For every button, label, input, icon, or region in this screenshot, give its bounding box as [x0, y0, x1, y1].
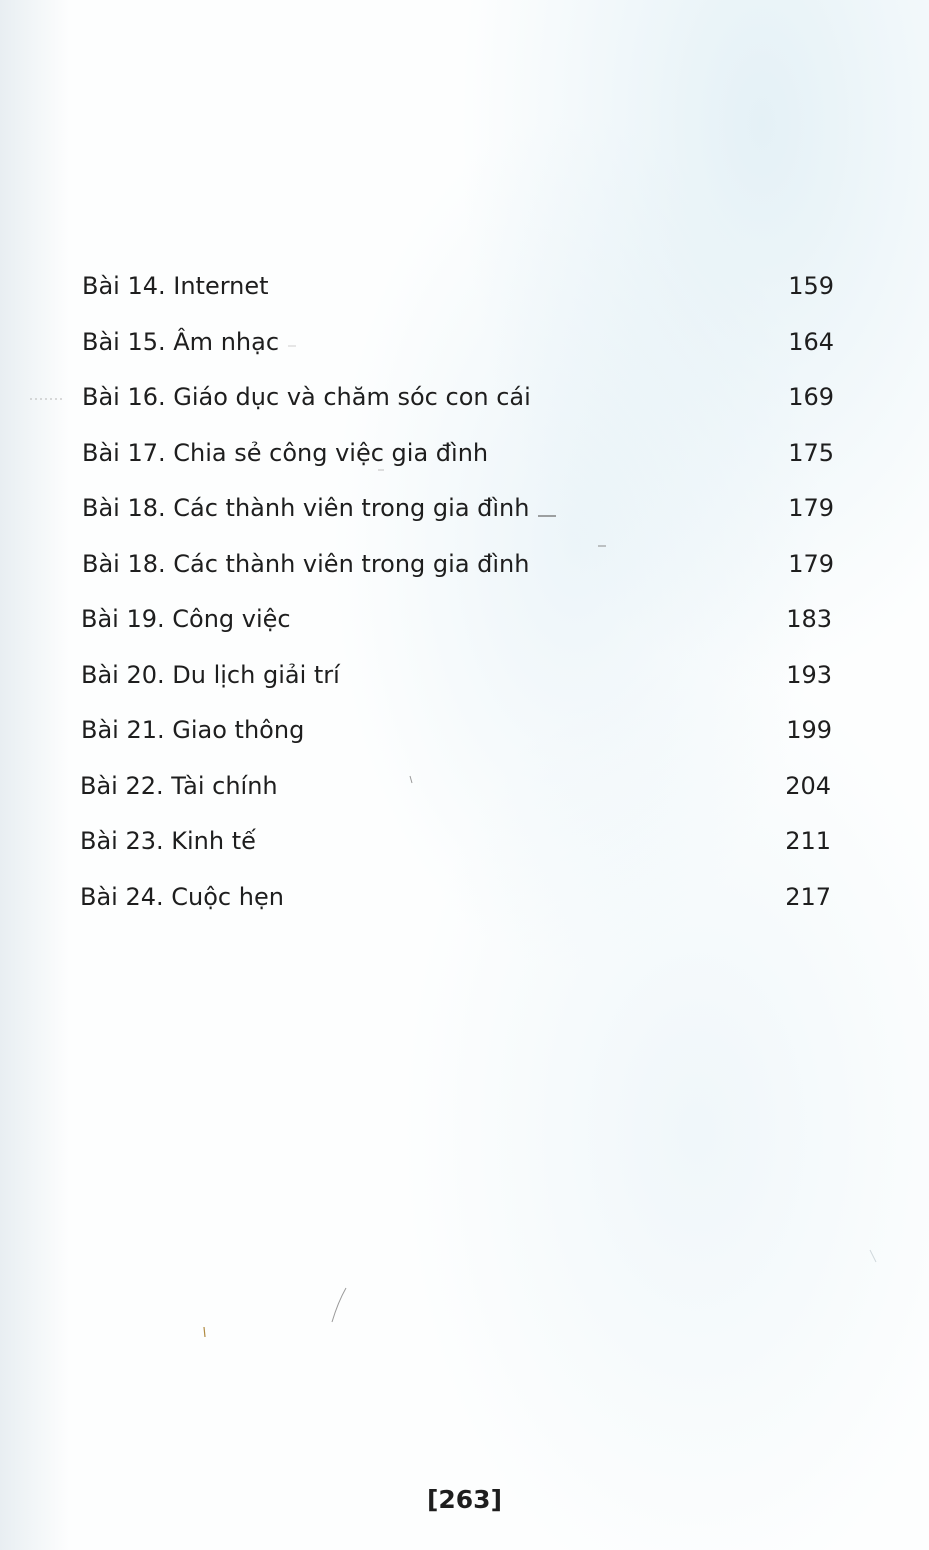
toc-entry-page: 179	[788, 550, 834, 578]
toc-entry-title: Bài 21. Giao thông	[81, 716, 305, 744]
toc-entry	[80, 824, 832, 858]
toc-entry	[80, 880, 832, 914]
toc-entry	[80, 769, 832, 803]
toc-entry-title: Bài 18. Các thành viên trong gia đình	[82, 550, 530, 578]
toc-entry-title: Bài 16. Giáo dục và chăm sóc con cái	[82, 383, 531, 411]
toc-entry	[81, 713, 833, 747]
toc-entry	[82, 547, 834, 581]
toc-entry-title: Bài 23. Kinh tế	[80, 827, 256, 855]
toc-entry	[81, 658, 833, 692]
toc-entry-page: 204	[785, 772, 831, 800]
toc-entry	[81, 602, 833, 636]
toc-entry	[82, 491, 834, 525]
toc-entry-page: 211	[785, 827, 831, 855]
toc-entry-page: 175	[788, 439, 834, 467]
toc-entry-title: Bài 14. Internet	[82, 272, 269, 300]
toc-entry-page: 159	[788, 272, 834, 300]
toc-entry-title: Bài 24. Cuộc hẹn	[80, 883, 284, 911]
toc-entry	[82, 436, 834, 470]
toc-entry-title: Bài 22. Tài chính	[80, 772, 278, 800]
page-number: [263]	[426, 1485, 503, 1514]
toc-entry-page: 199	[786, 716, 832, 744]
toc-entry-page: 217	[785, 883, 831, 911]
toc-entry-page: 169	[788, 383, 834, 411]
toc-entry-title: Bài 20. Du lịch giải trí	[81, 661, 340, 689]
toc-entry	[82, 380, 834, 414]
toc-entry	[82, 269, 834, 303]
toc-entry-title: Bài 15. Âm nhạc	[82, 328, 280, 356]
toc-entry-title: Bài 19. Công việc	[81, 605, 291, 633]
toc-entry	[82, 325, 834, 359]
toc-entry-page: 193	[786, 661, 832, 689]
toc-entry-title: Bài 17. Chia sẻ công việc gia đình	[82, 439, 489, 467]
toc-entry-page: 164	[788, 328, 834, 356]
toc-entry-page: 179	[788, 494, 834, 522]
toc-entry-title: Bài 18. Các thành viên trong gia đình	[82, 494, 530, 522]
toc-entry-page: 183	[786, 605, 832, 633]
